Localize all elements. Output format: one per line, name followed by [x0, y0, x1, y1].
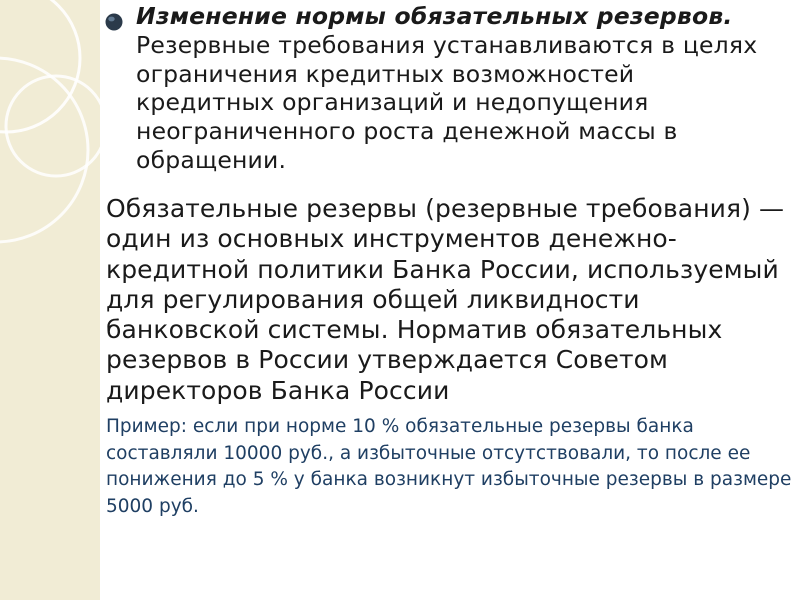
slide-content [106, 0, 792, 600]
bullet-item [108, 2, 778, 175]
example-paragraph: Пример: если при норме 10 % обязательные резервы банка составляли 10000 руб., а избыточные отсутствовали, то после ее понижения до 5 % у банка возникнут избыточные резервы в размере 5000 руб. [106, 416, 792, 517]
diamond-bullet-icon [104, 12, 124, 32]
bullet-text [136, 2, 778, 175]
decorative-rings [0, 0, 100, 600]
decorative-left-band [0, 0, 100, 600]
bullet-description: Резервные требования устанавливаются в целях ограничения кредитных возможностей кредитных организаций и недопущения неограниченного роста денежной массы в обращении. [136, 30, 758, 174]
definition-paragraph: Обязательные резервы (резервные требования) — один из основных инструментов денежно-кредитной политики Банка России, используемый для регулирования общей ликвидности банковской системы. Норматив обязательных резервов в России утверждается Советом директоров Банка России [106, 194, 785, 405]
bullet-term: Изменение нормы обязательных резервов. [136, 2, 733, 30]
